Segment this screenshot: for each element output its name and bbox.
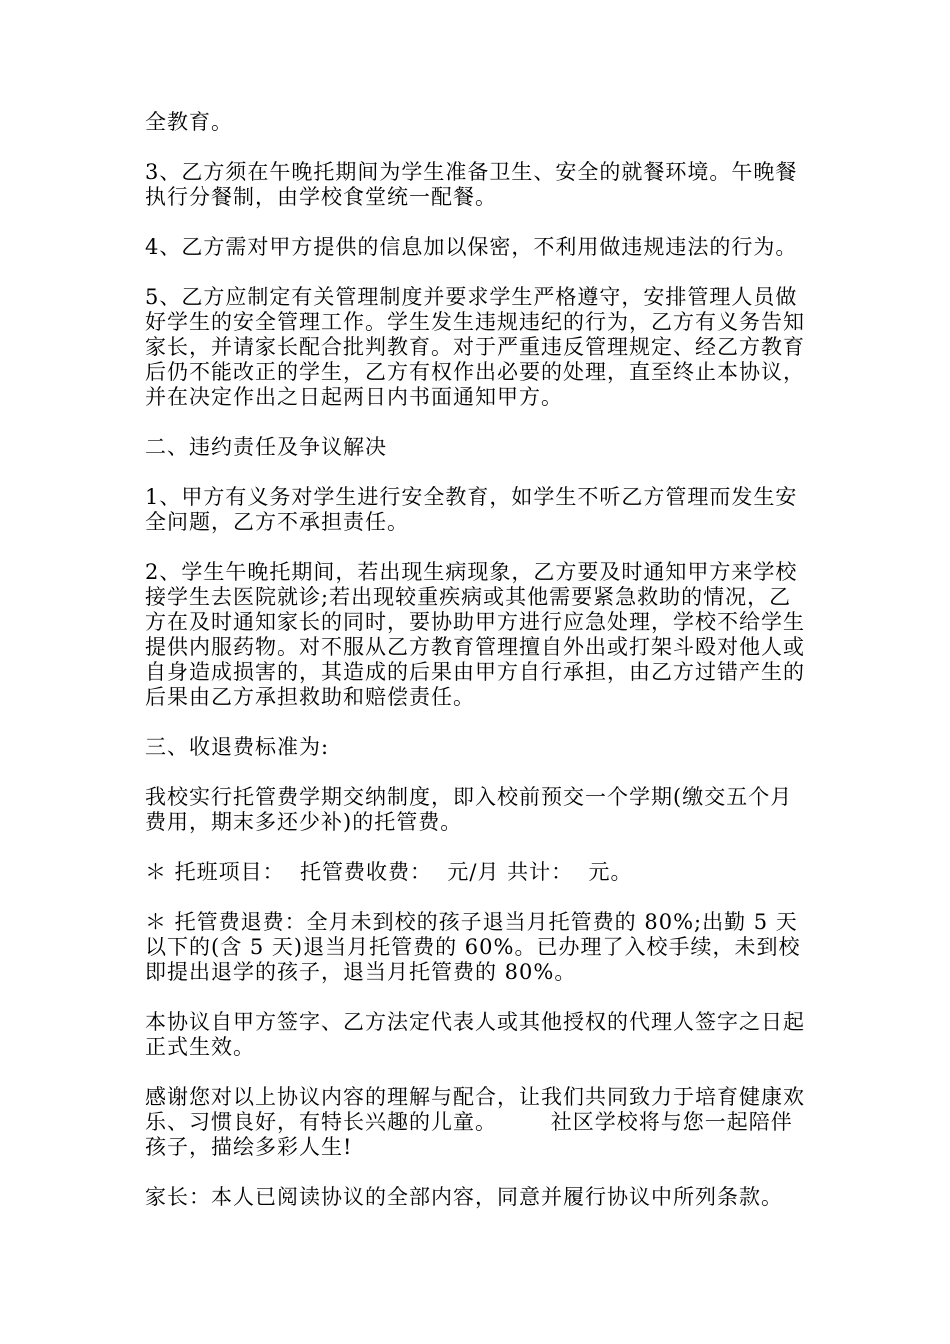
section-heading-fees: 三、收退费标准为:	[145, 735, 330, 759]
paragraph-clause-3-dining: 3、乙方须在午晚托期间为学生准备卫生、安全的就餐环境。午晚餐执行分餐制，由学校食堂统一配餐。	[145, 160, 798, 209]
paragraph-clause-4-privacy: 4、乙方需对甲方提供的信息加以保密，不利用做违规违法的行为。	[145, 235, 798, 259]
section-heading-liability: 二、违约责任及争议解决	[145, 435, 387, 459]
paragraph-fee-items: ＊ 托班项目： 托管费收费： 元/月 共计： 元。	[145, 860, 633, 884]
paragraph-liability-2: 2、学生午晚托期间，若出现生病现象，乙方要及时通知甲方来学校接学生去医院就诊;若出现较重疾病或其他需要紧急救助的情况，乙方在及时通知家长的同时，要协助甲方进行应急处理，学校不给学生提供内服药物。对不服从乙方教育管理擅自外出或打架斗殴对他人或自身造成损害的，其造成的后果由甲方自行承担，由乙方过错产生的后果由乙方承担救助和赔偿责任。	[145, 560, 805, 709]
paragraph-clause-5-management: 5、乙方应制定有关管理制度并要求学生严格遵守，安排管理人员做好学生的安全管理工作。学生发生违规违纪的行为，乙方有义务告知家长，并请家长配合批判教育。对于严重违反管理规定、经乙方教育后仍不能改正的学生，乙方有权作出必要的处理，直至终止本协议，并在决定作出之日起两日内书面通知甲方。	[145, 285, 805, 409]
paragraph-fee-refund: ＊ 托管费退费：全月未到校的孩子退当月托管费的 80%;出勤 5 天以下的(含 5 天)退当月托管费的 60%。已办理了入校手续，未到校即提出退学的孩子，退当月托管费的 80%。	[145, 910, 801, 984]
document-body	[145, 110, 813, 1235]
paragraph-parent-confirmation: 家长：本人已阅读协议的全部内容，同意并履行协议中所列条款。	[145, 1185, 783, 1209]
paragraph-fee-system: 我校实行托管费学期交纳制度，即入校前预交一个学期(缴交五个月费用，期末多还少补)的托管费。	[145, 785, 793, 834]
paragraph-liability-1: 1、甲方有义务对学生进行安全教育，如学生不听乙方管理而发生安全问题，乙方不承担责任。	[145, 485, 798, 534]
paragraph-effective-date: 本协议自甲方签字、乙方法定代表人或其他授权的代理人签字之日起正式生效。	[145, 1010, 805, 1059]
paragraph-safety-education-end: 全教育。	[145, 110, 233, 134]
paragraph-thanks: 感谢您对以上协议内容的理解与配合，让我们共同致力于培育健康欢乐、习惯良好，有特长兴趣的儿童。 社区学校将与您一起陪伴孩子，描绘多彩人生!	[145, 1085, 805, 1159]
